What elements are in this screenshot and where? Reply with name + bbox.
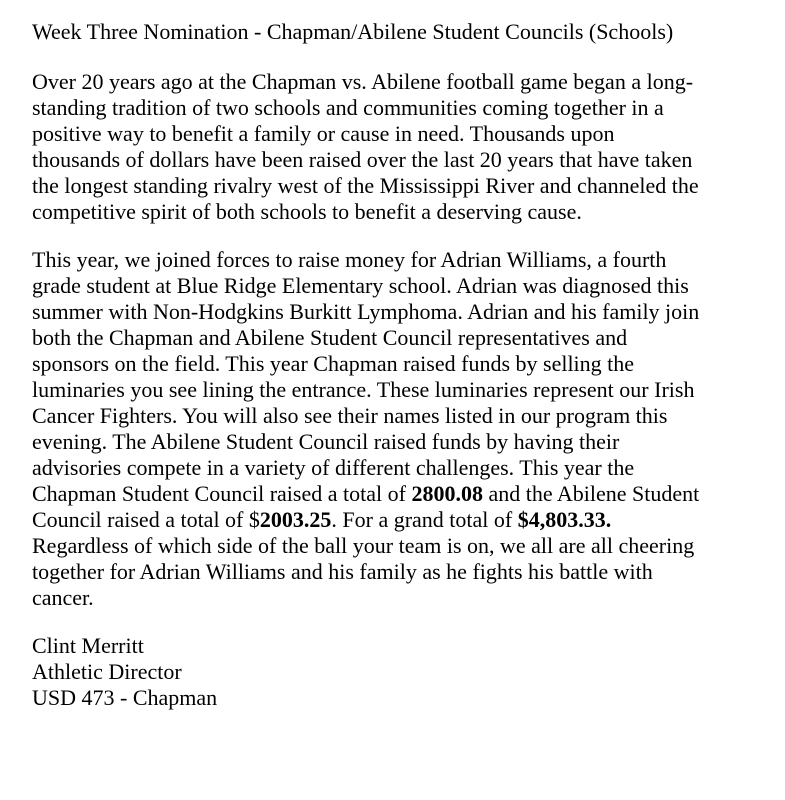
paragraph-line: standing tradition of two schools and communities coming together in a bbox=[32, 95, 664, 120]
signature-block bbox=[32, 633, 765, 711]
paragraph-line: grade student at Blue Ridge Elementary school. Adrian was diagnosed this bbox=[32, 273, 689, 298]
paragraph-intro bbox=[32, 69, 765, 225]
signature-org: USD 473 - Chapman bbox=[32, 685, 218, 710]
paragraph-line: Regardless of which side of the ball your team is on, we all are all cheering bbox=[32, 533, 695, 558]
paragraph-line: positive way to benefit a family or cause in need. Thousands upon bbox=[32, 121, 615, 146]
paragraph-line-chapman-total bbox=[32, 481, 765, 507]
paragraph-line: cancer. bbox=[32, 585, 94, 610]
paragraph-line: advisories compete in a variety of different challenges. This year the bbox=[32, 455, 635, 480]
paragraph-line: Cancer Fighters. You will also see their names listed in our program this bbox=[32, 403, 668, 428]
paragraph-line: summer with Non-Hodgkins Burkitt Lymphoma. Adrian and his family join bbox=[32, 299, 700, 324]
text-segment: . For a grand total of bbox=[331, 507, 518, 532]
paragraph-line: both the Chapman and Abilene Student Council representatives and bbox=[32, 325, 628, 350]
paragraph-fundraiser bbox=[32, 247, 765, 611]
paragraph-line: together for Adrian Williams and his family as he fights his battle with bbox=[32, 559, 653, 584]
chapman-total-amount: 2800.08 bbox=[411, 481, 483, 506]
signature-role: Athletic Director bbox=[32, 659, 182, 684]
grand-total-amount: $4,803.33. bbox=[517, 507, 612, 532]
paragraph-line: the longest standing rivalry west of the Mississippi River and channeled the bbox=[32, 173, 699, 198]
text-segment: and the Abilene Student bbox=[482, 481, 700, 506]
paragraph-line: thousands of dollars have been raised over the last 20 years that have taken bbox=[32, 147, 693, 172]
paragraph-line: luminaries you see lining the entrance. These luminaries represent our Irish bbox=[32, 377, 695, 402]
paragraph-line: This year, we joined forces to raise money for Adrian Williams, a fourth bbox=[32, 247, 667, 272]
text-segment: Council raised a total of $ bbox=[32, 507, 260, 532]
signature-name: Clint Merritt bbox=[32, 633, 144, 658]
paragraph-line-abilene-total bbox=[32, 507, 765, 533]
document-title: Week Three Nomination - Chapman/Abilene Student Councils (Schools) bbox=[32, 19, 674, 44]
paragraph-line: Over 20 years ago at the Chapman vs. Abilene football game began a long- bbox=[32, 69, 694, 94]
text-segment: Chapman Student Council raised a total of bbox=[32, 481, 412, 506]
paragraph-line: evening. The Abilene Student Council raised funds by having their bbox=[32, 429, 620, 454]
paragraph-line: competitive spirit of both schools to benefit a deserving cause. bbox=[32, 199, 582, 224]
abilene-total-amount: 2003.25 bbox=[259, 507, 332, 532]
paragraph-line: sponsors on the field. This year Chapman raised funds by selling the bbox=[32, 351, 635, 376]
